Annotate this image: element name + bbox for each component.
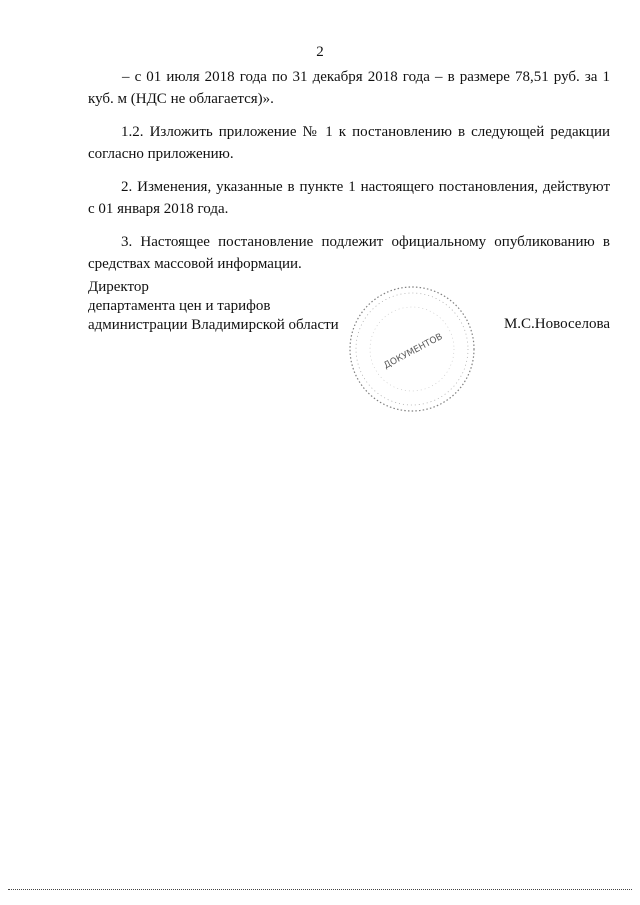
signature-title-line-2: департамента цен и тарифов <box>88 298 271 314</box>
signatory-name: М.С.Новоселова <box>503 316 610 332</box>
paragraph-1-2: 1.2. Изложить приложение № 1 к постановлению в следующей редакции согласно приложению. <box>88 124 610 162</box>
signature-title <box>88 278 339 335</box>
official-stamp <box>345 282 480 417</box>
stamp-center-text: ДОКУМЕНТОВ <box>382 331 445 372</box>
paragraph-2: 2. Изменения, указанные в пункте 1 настоящего постановления, действуют с 01 января 2018 года. <box>88 179 610 217</box>
body-text <box>88 66 610 286</box>
paragraph-tariff-period: – с 01 июля 2018 года по 31 декабря 2018 года – в размере 78,51 руб. за 1 куб. м (НДС не облагается)». <box>88 69 610 107</box>
page-number: 2 <box>316 44 324 60</box>
signature-title-line-3: администрации Владимирской области <box>88 317 339 333</box>
paragraph-3: 3. Настоящее постановление подлежит официальному опубликованию в средствах массовой информации. <box>88 234 610 272</box>
signature-title-line-1: Директор <box>88 279 149 295</box>
footer-divider <box>8 889 632 890</box>
